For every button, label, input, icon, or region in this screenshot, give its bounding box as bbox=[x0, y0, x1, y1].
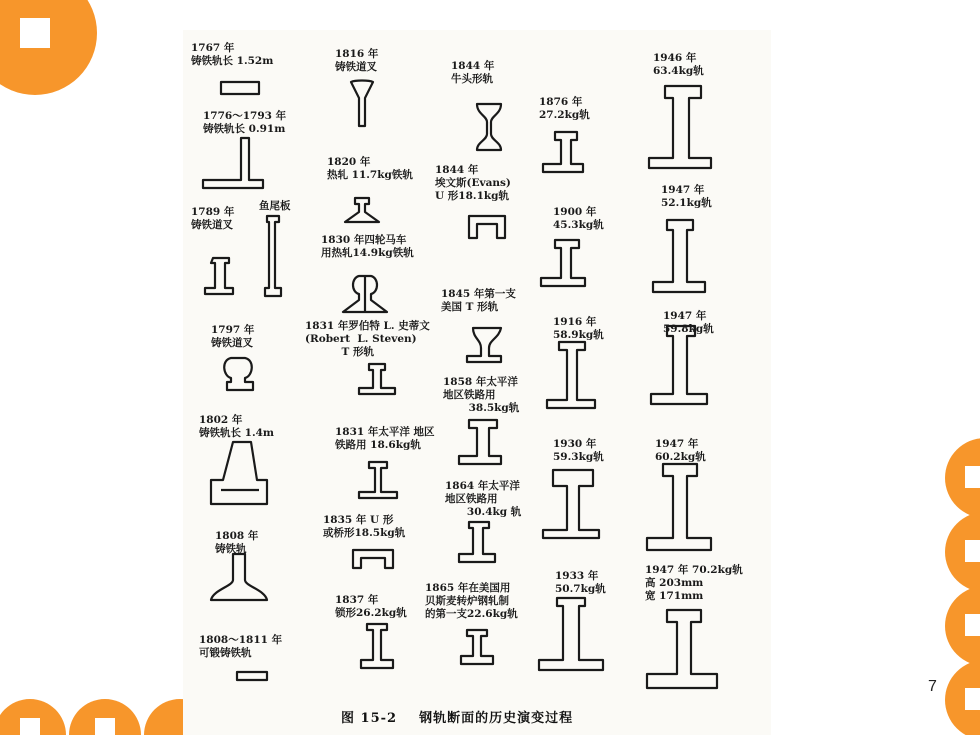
rail-1947c-icon bbox=[647, 464, 711, 550]
label-1831-pacific: 1831 年太平洋 地区 铁路用 18.6kg轨 bbox=[335, 426, 435, 451]
rail-1835-icon bbox=[353, 550, 393, 568]
rail-1947d-icon bbox=[647, 610, 717, 688]
label-1820: 1820 年 热轧 11.7kg铁轨 bbox=[327, 156, 413, 181]
bottom-circle-icon-1 bbox=[0, 699, 66, 735]
rail-1947b-icon bbox=[651, 326, 707, 404]
rail-1947a-icon bbox=[653, 220, 705, 292]
rail-1802-icon bbox=[211, 442, 267, 504]
label-1876: 1876 年 27.2kg轨 bbox=[539, 96, 590, 121]
label-1947-52: 1947 年 52.1kg轨 bbox=[661, 184, 712, 209]
rail-1865-icon bbox=[461, 630, 493, 664]
label-1808: 1808 年 铸铁轨 bbox=[215, 530, 259, 555]
rail-1816-icon bbox=[351, 81, 373, 127]
label-1930: 1930 年 59.3kg轨 bbox=[553, 438, 604, 463]
label-1837: 1837 年 锁形26.2kg轨 bbox=[335, 594, 407, 619]
label-1776: 1776～1793 年 铸铁轨长 0.91m bbox=[203, 110, 287, 135]
label-1789: 1789 年 铸铁道叉 bbox=[191, 206, 235, 231]
fishplate-icon bbox=[265, 216, 281, 296]
rail-1946-icon bbox=[649, 86, 711, 168]
label-1816: 1816 年 铸铁道叉 bbox=[335, 48, 379, 73]
rail-1844b-icon bbox=[469, 216, 505, 238]
rail-1844-icon bbox=[477, 104, 501, 150]
rail-section-figure bbox=[183, 30, 771, 735]
rail-1864-icon bbox=[459, 522, 495, 562]
rail-1845-icon bbox=[467, 328, 501, 362]
label-1947-60: 1947 年 60.2kg轨 bbox=[655, 438, 706, 463]
rail-1808-1811-icon bbox=[237, 672, 267, 680]
top-left-circle-icon bbox=[0, 0, 97, 95]
label-1767: 1767 年 铸铁轨长 1.52m bbox=[191, 42, 274, 67]
label-1802: 1802 年 铸铁轨长 1.4m bbox=[199, 414, 275, 439]
right-circle-icon-3 bbox=[945, 586, 980, 666]
label-1845: 1845 年第一支 美国 T 形轨 bbox=[441, 288, 516, 313]
rail-1767-icon bbox=[221, 82, 259, 94]
label-1830: 1830 年四轮马车 用热轧14.9kg铁轨 bbox=[321, 234, 414, 259]
label-1947-59: 1947 年 59.8kg轨 bbox=[663, 310, 714, 335]
bottom-circle-icon-2 bbox=[69, 699, 141, 735]
rail-1808-icon bbox=[211, 554, 267, 600]
right-circle-icon-4 bbox=[945, 660, 980, 735]
label-1831-steven: 1831 年罗伯特 L. 史蒂文 (Robert L. Steven) T 形轨 bbox=[305, 320, 430, 358]
rail-1916-icon bbox=[547, 342, 595, 408]
rail-1831-icon bbox=[359, 364, 395, 394]
label-1900: 1900 年 45.3kg轨 bbox=[553, 206, 604, 231]
label-1947-70: 1947 年 70.2kg轨 高 203mm 宽 171mm bbox=[645, 564, 743, 602]
rail-1900-icon bbox=[541, 240, 585, 286]
rail-1831b-icon bbox=[359, 462, 397, 498]
rail-1933-icon bbox=[539, 598, 603, 670]
label-1916: 1916 年 58.9kg轨 bbox=[553, 316, 604, 341]
right-circle-icon-1 bbox=[945, 438, 980, 518]
rail-1858-icon bbox=[459, 420, 501, 464]
rail-1789-icon bbox=[205, 258, 233, 294]
label-fishplate: 鱼尾板 bbox=[259, 200, 291, 212]
label-1797: 1797 年 铸铁道叉 bbox=[211, 324, 255, 349]
label-1858: 1858 年太平洋 地区铁路用 38.5kg轨 bbox=[443, 376, 520, 414]
rail-1776-icon bbox=[203, 138, 263, 188]
label-1835: 1835 年 U 形 或桥形18.5kg轨 bbox=[323, 514, 406, 539]
rail-1837-icon bbox=[361, 624, 393, 668]
page-number: 7 bbox=[928, 678, 937, 695]
rail-1876-icon bbox=[543, 132, 583, 172]
rail-1830-icon bbox=[343, 276, 387, 312]
label-1844-evans: 1844 年 埃文斯(Evans) U 形18.1kg轨 bbox=[435, 164, 511, 202]
label-1946: 1946 年 63.4kg轨 bbox=[653, 52, 704, 77]
right-circle-icon-2 bbox=[945, 512, 980, 592]
label-1865: 1865 年在美国用 贝斯麦转炉钢轧制 的第一支22.6kg轨 bbox=[425, 582, 518, 620]
rail-1797-icon bbox=[224, 358, 253, 390]
label-1844-bullhead: 1844 年 牛头形轨 bbox=[451, 60, 495, 85]
rail-1820-icon bbox=[345, 198, 379, 222]
figure-caption: 图 15-2 钢轨断面的历史演变过程 bbox=[341, 711, 574, 726]
label-1933: 1933 年 50.7kg轨 bbox=[555, 570, 606, 595]
label-1864: 1864 年太平洋 地区铁路用 30.4kg 轨 bbox=[445, 480, 522, 518]
label-1808-1811: 1808～1811 年 可锻铸铁轨 bbox=[199, 634, 283, 659]
rail-1930-icon bbox=[543, 470, 599, 538]
